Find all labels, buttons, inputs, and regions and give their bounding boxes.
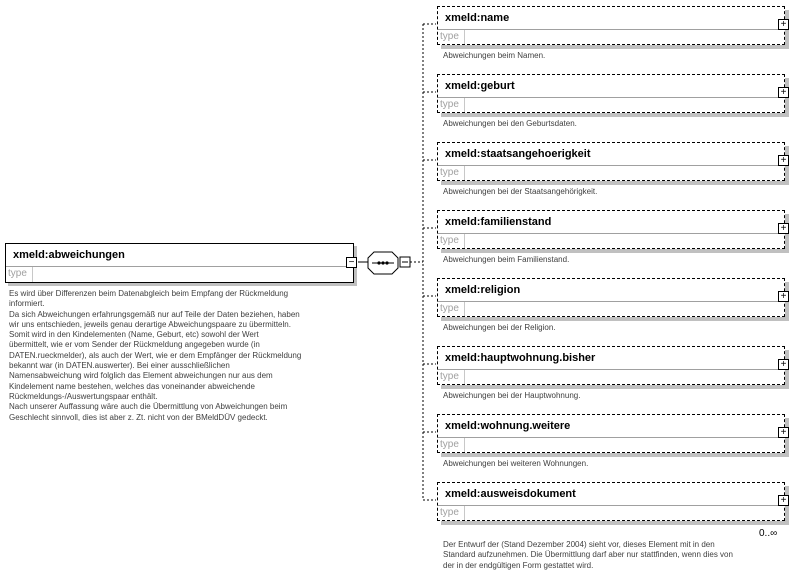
- child-element-hauptwohnung-bisher-box[interactable]: [437, 346, 785, 385]
- type-label: type: [440, 31, 459, 42]
- description-line: Der Entwurf der (Stand Dezember 2004) sieht vor, dieses Element mit in den: [443, 540, 715, 549]
- expand-icon[interactable]: +: [778, 223, 789, 234]
- multiplicity-label: 0..∞: [759, 528, 778, 539]
- element-name: xmeld:hauptwohnung.bisher: [445, 352, 596, 364]
- divider: [464, 438, 465, 452]
- type-label: type: [440, 439, 459, 450]
- expand-icon[interactable]: +: [778, 87, 789, 98]
- type-label: type: [440, 235, 459, 246]
- divider: [438, 369, 784, 370]
- element-name: xmeld:wohnung.weitere: [445, 420, 571, 432]
- description-line: Namensabweichung wird folglich das Element abweichungen nur aus dem: [9, 371, 273, 381]
- expand-icon[interactable]: +: [778, 291, 789, 302]
- divider: [438, 301, 784, 302]
- description-line: wir uns entschieden, jeweils genau derartige Abweichungspaare zu übermitteln.: [9, 319, 291, 329]
- element-description: Abweichungen bei der Hauptwohnung.: [443, 391, 581, 400]
- description-line: Es wird über Differenzen beim Datenabgleich beim Empfang der Rückmeldung: [9, 289, 289, 298]
- divider: [464, 302, 465, 316]
- divider: [438, 165, 784, 166]
- element-description: Abweichungen bei den Geburtsdaten.: [443, 119, 577, 128]
- element-name: xmeld:geburt: [445, 80, 515, 92]
- root-element-name: xmeld:abweichungen: [13, 249, 125, 261]
- divider: [438, 437, 784, 438]
- description-line: Nach unserer Auffassung wäre auch die Übermittlung von Abweichungen beim: [9, 402, 288, 412]
- element-description: Abweichungen beim Namen.: [443, 51, 546, 60]
- divider: [464, 234, 465, 248]
- description-line: Somit wird in den Kindelementen (Name, Geburt, etc) sowohl der Wert: [9, 330, 259, 340]
- divider: [464, 506, 465, 520]
- element-description: Abweichungen beim Familienstand.: [443, 255, 570, 264]
- expand-icon[interactable]: +: [778, 155, 789, 166]
- description-line: Da sich Abweichungen erfahrungsgemäß nur auf Teile der Daten beziehen, haben: [9, 309, 300, 319]
- root-element-box[interactable]: [5, 243, 354, 283]
- description-line: Rückmeldungs-/Auswertungspaar enthält.: [9, 391, 158, 401]
- element-name: xmeld:name: [445, 12, 510, 24]
- divider: [32, 267, 33, 282]
- type-label: type: [8, 268, 27, 279]
- collapse-icon[interactable]: −: [346, 257, 357, 268]
- element-description: Abweichungen bei der Religion.: [443, 323, 556, 332]
- description-line: informiert.: [9, 299, 45, 309]
- child-element-ausweisdokument-box[interactable]: [437, 482, 785, 521]
- type-label: type: [440, 99, 459, 110]
- expand-icon[interactable]: +: [778, 495, 789, 506]
- root-description: [9, 289, 301, 423]
- child-element-geburt-box[interactable]: [437, 74, 785, 113]
- description-line: der in der endgültigen Form gestattet wird.: [443, 560, 594, 570]
- element-description: [443, 540, 733, 571]
- description-line: bekannt war (in DATEN.auswerter). Bei einer ausschließlichen: [9, 361, 230, 371]
- type-label: type: [440, 167, 459, 178]
- element-name: xmeld:ausweisdokument: [445, 488, 576, 500]
- description-line: DATEN.rueckmelder), als auch der Wert, wie er dem Empfänger der Rückmeldung: [9, 350, 302, 360]
- element-name: xmeld:religion: [445, 284, 521, 296]
- description-line: Geschlecht sinnvoll, dies ist aber z. Zt. nicht von der BMeldDÜV gedeckt.: [9, 412, 268, 422]
- divider: [438, 233, 784, 234]
- type-label: type: [440, 371, 459, 382]
- expand-icon[interactable]: +: [778, 19, 789, 30]
- expand-icon[interactable]: +: [778, 359, 789, 370]
- type-label: type: [440, 303, 459, 314]
- element-name: xmeld:staatsangehoerigkeit: [445, 148, 591, 160]
- divider: [464, 370, 465, 384]
- element-name: xmeld:familienstand: [445, 216, 552, 228]
- divider: [438, 29, 784, 30]
- divider: [464, 166, 465, 180]
- child-element-name-box[interactable]: [437, 6, 785, 45]
- divider: [464, 98, 465, 112]
- child-element-familienstand-box[interactable]: [437, 210, 785, 249]
- expand-icon[interactable]: +: [778, 427, 789, 438]
- divider: [438, 505, 784, 506]
- description-line: Kindelement name bestehen, welches das voneinander abweichende: [9, 381, 255, 391]
- element-description: Abweichungen bei weiteren Wohnungen.: [443, 459, 589, 468]
- divider: [464, 30, 465, 44]
- element-description: Abweichungen bei der Staatsangehörigkeit.: [443, 187, 598, 196]
- divider: [438, 97, 784, 98]
- divider: [6, 266, 353, 267]
- child-element-religion-box[interactable]: [437, 278, 785, 317]
- child-element-wohnung-weitere-box[interactable]: [437, 414, 785, 453]
- description-line: Standard aufzunehmen. Die Übermittlung darf aber nur stattfinden, wenn dies von: [443, 550, 733, 560]
- description-line: übermittelt, wie er vom Sender der Rückmeldung angegeben wurde (in: [9, 340, 260, 350]
- child-element-staatsangehoerigkeit-box[interactable]: [437, 142, 785, 181]
- type-label: type: [440, 507, 459, 518]
